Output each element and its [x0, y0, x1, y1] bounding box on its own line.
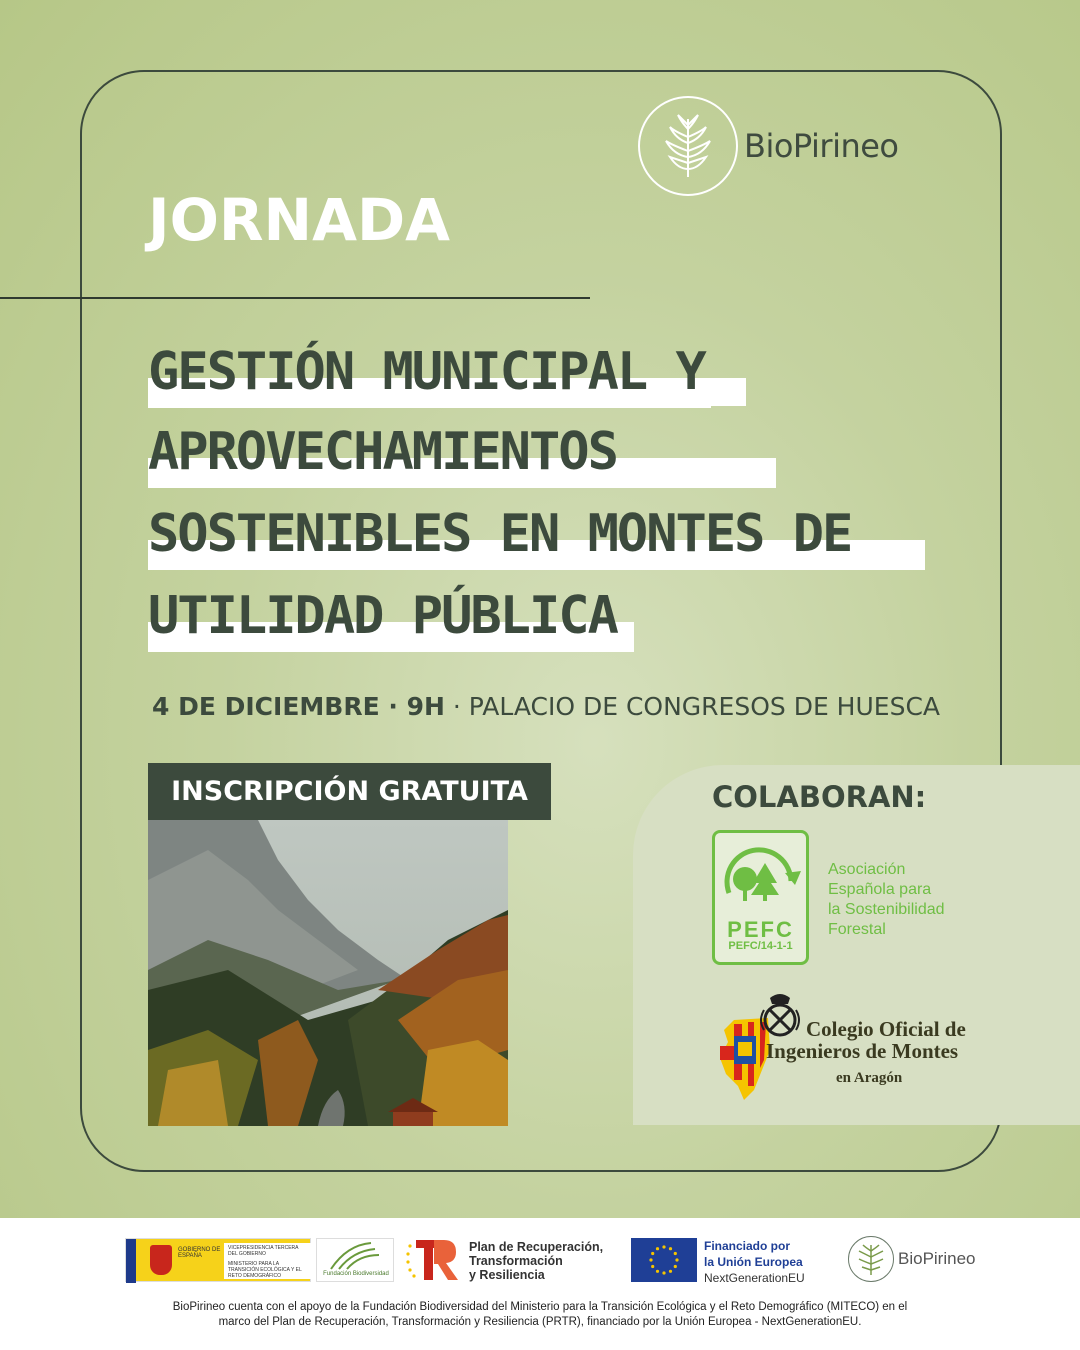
- gobierno-espana-logo: [125, 1238, 311, 1282]
- event-date: 4 DE DICIEMBRE: [152, 692, 380, 721]
- prtr-icon: [404, 1236, 462, 1284]
- event-time: 9H: [406, 692, 445, 721]
- coim-name: Colegio Oficial de Ingenieros de Montes: [766, 1017, 966, 1063]
- eu-text: Financiado por la Unión Europea NextGenerationEU: [704, 1239, 805, 1285]
- mountain-photo: [148, 820, 508, 1126]
- ministry-label: VICEPRESIDENCIA TERCERA DEL GOBIERNO MINISTERIO PARA LA TRANSICIÓN ECOLÓGICA Y EL RETO DEMOGRÁFICO: [228, 1245, 302, 1279]
- prtr-logo: [404, 1236, 604, 1288]
- gov-label: GOBIERNO DE ESPAÑA: [178, 1247, 221, 1259]
- biopirineo-logo: [638, 96, 899, 196]
- eu-stripe-icon: [126, 1239, 136, 1283]
- event-title-line: UTILIDAD PÚBLICA: [148, 586, 617, 646]
- separator: ·: [379, 692, 407, 721]
- coat-of-arms-icon: [150, 1245, 172, 1275]
- leaf-icon: [638, 96, 738, 196]
- event-title-line: GESTIÓN MUNICIPAL Y: [148, 342, 705, 402]
- event-title-line: APROVECHAMIENTOS: [148, 422, 617, 482]
- pefc-description: Asociación Española para la Sostenibilidad Forestal: [828, 861, 945, 938]
- divider-line: [0, 297, 590, 299]
- leaf-icon: [848, 1236, 894, 1282]
- pefc-logo: [712, 830, 809, 965]
- event-kicker: JORNADA: [148, 186, 451, 254]
- prtr-text: Plan de Recuperación, Transformación y Resiliencia: [469, 1240, 604, 1282]
- event-venue: PALACIO DE CONGRESOS DE HUESCA: [468, 692, 941, 721]
- fundacion-biodiversidad-logo: Fundación Biodiversidad: [316, 1238, 394, 1282]
- eu-flag-icon: [631, 1238, 697, 1282]
- brand-name: BioPirineo: [744, 127, 899, 165]
- event-details: [152, 692, 940, 721]
- registration-button[interactable]: INSCRIPCIÓN GRATUITA: [148, 763, 551, 820]
- collaborators-title: COLABORAN:: [712, 780, 927, 814]
- event-title-line: SOSTENIBLES EN MONTES DE: [148, 504, 852, 564]
- separator: ·: [444, 692, 469, 721]
- pefc-code: PEFC/14-1-1: [728, 940, 793, 952]
- funding-disclaimer: BioPirineo cuenta con el apoyo de la Fundación Biodiversidad del Ministerio para la Transición Ecológica y el Reto Demográfico (MITECO) en el marco del Plan de Recuperación, Transformación y Resiliencia (PRTR), financiado por la Unión Europea - NextGenerationEU.: [172, 1301, 908, 1328]
- coim-region: en Aragón: [836, 1070, 903, 1086]
- pefc-mark: PEFC: [727, 917, 794, 942]
- funding-logos: GOBIERNO DE ESPAÑA VICEPRESIDENCIA TERCERA DEL GOBIERNO MINISTERIO PARA LA TRANSICIÓN ECOLÓGICA Y EL RETO DEMOGRÁFICO Fundación Biodiversidad Plan de Recuperación, Transformación y Resiliencia Financiado por la Unión Europea NextGenerationEU BioPirineo: [0, 1236, 1080, 1286]
